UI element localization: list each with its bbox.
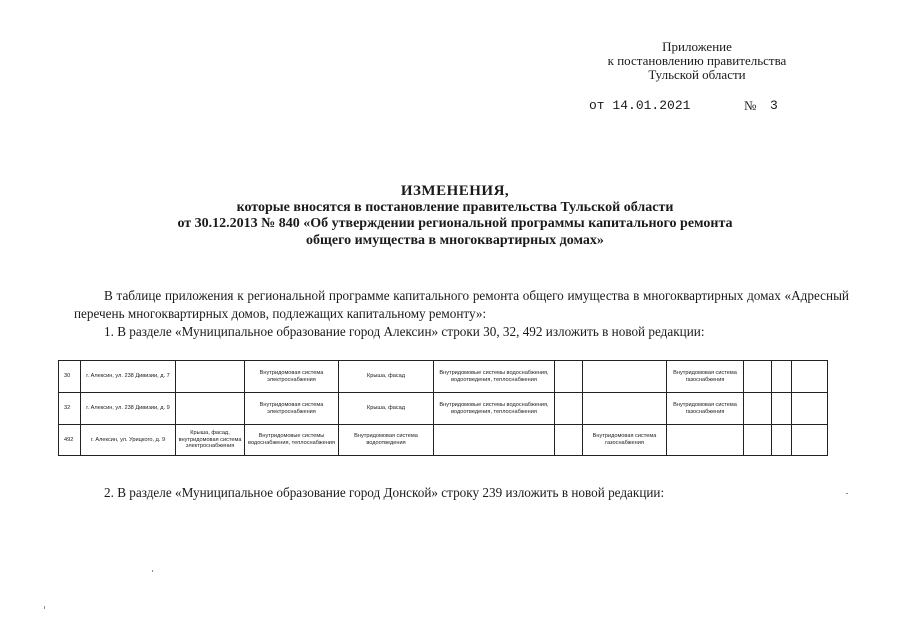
table-cell	[744, 361, 772, 393]
table-cell	[583, 361, 667, 393]
table-cell	[667, 425, 744, 456]
table-cell: Внутридомовая система водоотведения	[339, 425, 434, 456]
table-cell	[792, 393, 828, 425]
document-title	[60, 183, 850, 249]
table-cell: 32	[59, 393, 81, 425]
table-cell	[772, 425, 792, 456]
title-line: от 30.12.2013 № 840 «Об утверждении региональной программы капитального ремонта	[177, 216, 733, 231]
table-cell	[434, 425, 555, 456]
appendix-line: к постановлению правительства	[607, 53, 787, 68]
table-row	[59, 361, 828, 393]
table-cell: Внутридомовые системы водоснабжения, теплоснабжения	[245, 425, 339, 456]
table-cell	[555, 425, 583, 456]
table-cell: 30	[59, 361, 81, 393]
table-cell: г. Алексин, ул. 238 Дивизии, д. 9	[81, 393, 176, 425]
document-date	[589, 98, 690, 113]
table-cell: Внутридомовая система газоснабжения	[667, 361, 744, 393]
table-cell	[555, 393, 583, 425]
table-cell: г. Алексин, ул. 238 Дивизии, д. 7	[81, 361, 176, 393]
table-cell: Крыша, фасад	[339, 393, 434, 425]
table-cell	[744, 393, 772, 425]
document-number: 3	[770, 98, 778, 113]
item-1-paragraph: 1. В разделе «Муниципальное образование город Алексин» строки 30, 32, 492 изложить в новой редакции:	[104, 324, 705, 339]
table-row	[59, 393, 828, 425]
table-cell	[583, 393, 667, 425]
table-cell	[792, 425, 828, 456]
scan-speck	[44, 606, 45, 609]
item-2-paragraph: 2. В разделе «Муниципальное образование город Донской» строку 239 изложить в новой редакции:	[104, 485, 665, 500]
appendix-line: Приложение	[662, 39, 732, 54]
date-prefix: от	[589, 98, 605, 113]
table-cell: г. Алексин, ул. Урицкого, д. 9	[81, 425, 176, 456]
appendix-header	[592, 40, 802, 82]
table-cell: Крыша, фасад, внутридомовая система электроснабжения	[176, 425, 245, 456]
title-line: общего имущества в многоквартирных домах»	[306, 232, 604, 248]
appendix-line: Тульской области	[648, 67, 746, 82]
table-cell: Внутридомовая система газоснабжения	[667, 393, 744, 425]
table-cell: 492	[59, 425, 81, 456]
title-line: которые вносятся в постановление правительства Тульской области	[236, 199, 674, 215]
table-cell: Крыша, фасад	[339, 361, 434, 393]
table-cell: Внутридомовые системы водоснабжения, водоотведения, теплоснабжения	[434, 393, 555, 425]
intro-paragraph: В таблице приложения к региональной программе капитального ремонта общего имущества в многоквартирных домах «Адресный перечень многоквартирных домов, подлежащих капитальному ремонту»:	[74, 288, 849, 321]
table-cell	[772, 393, 792, 425]
scan-speck	[846, 493, 848, 494]
table-cell	[744, 425, 772, 456]
table-cell	[772, 361, 792, 393]
table-row	[59, 425, 828, 456]
table-cell: Внутридомовые системы водоснабжения, водоотведения, теплоснабжения	[434, 361, 555, 393]
table-cell	[176, 393, 245, 425]
scan-speck	[152, 570, 153, 572]
table-cell: Внутридомовая система электроснабжения	[245, 393, 339, 425]
table-cell: Внутридомовая система электроснабжения	[245, 361, 339, 393]
changes-table	[58, 360, 828, 456]
table-cell	[792, 361, 828, 393]
number-sign: №	[744, 98, 757, 113]
title-heading: ИЗМЕНЕНИЯ,	[400, 183, 510, 199]
date-value: 14.01.2021	[612, 98, 691, 113]
table-cell: Внутридомовая система газоснабжения	[583, 425, 667, 456]
table-cell	[555, 361, 583, 393]
table-cell	[176, 361, 245, 393]
